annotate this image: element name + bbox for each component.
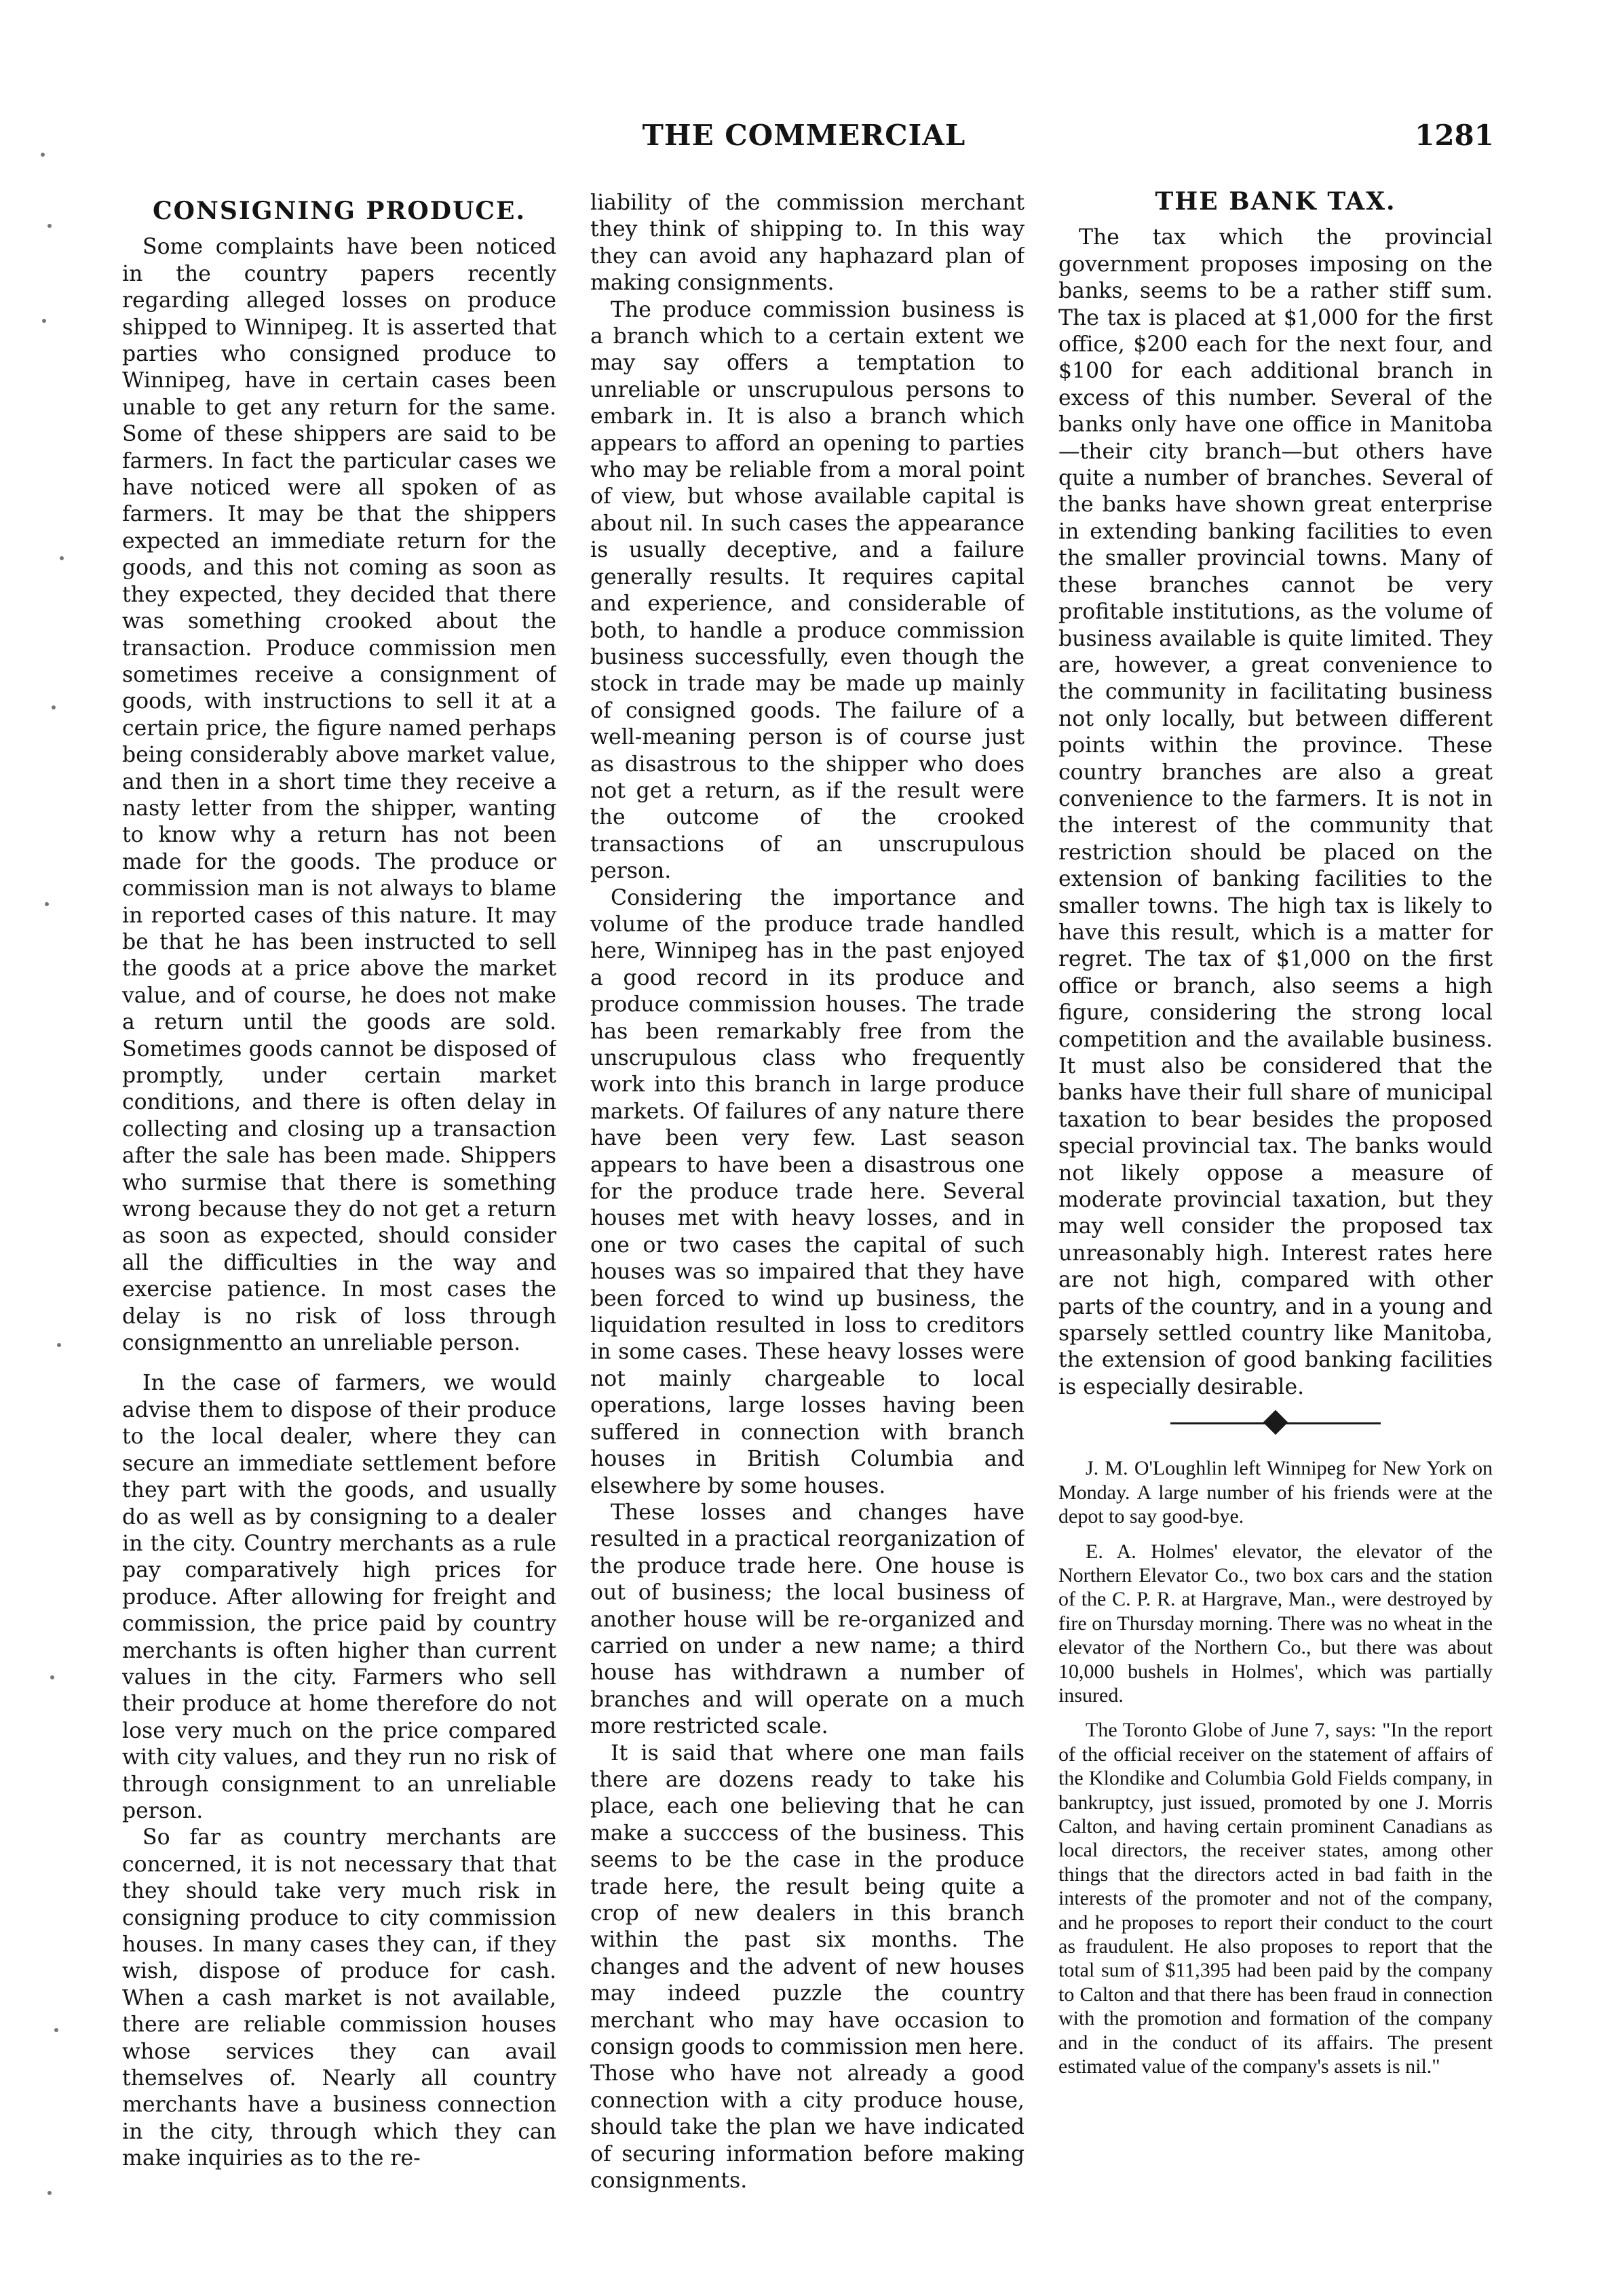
column-1	[122, 190, 556, 2279]
article-paragraph: The tax which the provincial government proposes imposing on the banks, seems to be a rather stiff sum. The tax is placed at $1,000 for the first office, $200 each for the next four, and $100 for each additional branch in excess of this number. Several of the banks only have one office in Manitoba—their city branch—but others have quite a number of branches. Several of the banks have shown great enterprise in extending banking facilities to even the smaller provincial towns. Many of these branches cannot be very profitable institutions, as the volume of business available is quite limited. They are, however, a great convenience to the community in facilitating business not only locally, but between different points within the province. These country branches are also a great convenience to the farmers. It is not in the interest of the community that restriction should be placed on the extension of banking facilities to the smaller towns. The high tax is likely to have this result, which is a matter for regret. The tax of $1,000 on the first office or branch, also seems a high figure, considering the strong local competition and the available business. It must also be considered that the banks have their full share of municipal taxation to bear besides the proposed special provincial tax. The banks would not likely oppose a measure of moderate provincial taxation, but they may well consider the proposed tax unreasonably high. Interest rates here are not high, compared with other parts of the country, and in a young and sparsely settled country like Manitoba, the extension of good banking facilities is especially desirable.	[1058, 225, 1493, 1399]
article-paragraph: Considering the importance and volume of the produce trade handled here, Winnipeg has in the past enjoyed a good record in its produce and produce commission houses. The trade has been remarkably free from the unscrupulous class who frequently work into this branch in large produce markets. Of failures of any nature there have been very few. Last season appears to have been a disastrous one for the produce trade here. Several houses met with heavy losses, and in one or two cases the capital of such houses was so impaired that they have been forced to wind up business, the liquidation resulted in loss to creditors in some cases. These heavy losses were not mainly chargeable to local operations, large losses having been suffered in connection with branch houses in British Columbia and elsewhere by some houses.	[590, 885, 1025, 1498]
article-paragraph-continued: liability of the commission merchant they think of shipping to. In this way they can avoid any haphazard plan of making consignments.	[590, 191, 1025, 296]
news-item: The Toronto Globe of June 7, says: "In the report of the official receiver on the statement of affairs of the Klondike and Columbia Gold Fields company, in bankruptcy, just issued, promoted by one J. Morris Calton, and having certain prominent Canadians as local directors, the receiver states, among other things that the directors acted in bad faith in the interests of the promoter and not of the company, and he proposes to report their conduct to the court as fraudulent. He also proposes to report that the total sum of $11,395 had been paid by the company to Calton and that there has been fraud in connection with the promotion and formation of the company and in the conduct of its affairs. The present estimated value of the company's assets is nil."	[1058, 1719, 1493, 2078]
headline-bank-tax: THE BANK TAX.	[1155, 190, 1396, 216]
running-head	[0, 119, 1608, 173]
left-margin-specks	[0, 0, 75, 2296]
article-paragraph: The produce commission business is a branch which to a certain extent we may say offers a temptation to unreliable or unscrupulous persons to embark in. It is also a branch which appears to afford an opening to parties who may be reliable from a moral point of view, but whose available capital is about nil. In such cases the appearance is usually deceptive, and a failure generally results. It requires capital and experience, and considerable of both, to handle a produce commission business successfully, even though the stock in trade may be made up mainly of consigned goods. The failure of a well-meaning person is of course just as disastrous to the shipper who does not get a return, as if the result were the outcome of the crooked transactions of an unscrupulous person.	[590, 297, 1025, 884]
article-paragraph: It is said that where one man fails there are dozens ready to take his place, each one believing that he can make a succcess of the business. This seems to be the case in the produce trade here, the result being quite a crop of new dealers in this branch within the past six months. The changes and the advent of new houses may indeed puzzle the country merchant who may have occasion to consign goods to commission men here. Those who have not already a good connection with a city produce house, should take the plan we have indicated of securing information before making consignments.	[590, 1740, 1025, 2194]
news-item: E. A. Holmes' elevator, the elevator of the Northern Elevator Co., two box cars and the station of the C. P. R. at Hargrave, Man., were destroyed by fire on Thursday morning. There was no wheat in the elevator of the Northern Co., but there was about 10,000 bushels in Holmes', which was partially insured.	[1058, 1540, 1493, 1707]
page-title: THE COMMERCIAL	[642, 119, 966, 152]
news-item: J. M. O'Loughlin left Winnipeg for New York on Monday. A large number of his friends were at the depot to say good-bye.	[1058, 1457, 1493, 1528]
news-briefs	[1058, 1456, 1493, 2078]
column-3	[1058, 190, 1493, 2279]
headline-consigning-produce: CONSIGNING PRODUCE.	[152, 197, 526, 225]
section-divider	[1058, 1407, 1493, 1439]
article-paragraph: In the case of farmers, we would advise them to dispose of their produce to the local dealer, where they can secure an immediate settlement before they part with the goods, and usually do as well as by consigning to a dealer in the city. Country merchants as a rule pay comparatively high prices for produce. After allowing for freight and commission, the price paid by country merchants is often higher than current values in the city. Farmers who sell their produce at home therefore do not lose very much on the price compared with city values, and they run no risk of through consignment to an unreliable person.	[122, 1371, 556, 1823]
article-paragraph: These losses and changes have resulted in a practical reorganization of the produce trade here. One house is out of business; the local business of another house will be re-organized and carried on under a new name; a third house has withdrawn a number of branches and will operate on a much more restricted scale.	[590, 1500, 1025, 1739]
column-2	[590, 190, 1025, 2279]
page-number: 1281	[1415, 119, 1494, 152]
article-paragraph: Some complaints have been noticed in the country papers recently regarding alleged losses on produce shipped to Winnipeg. It is asserted that parties who consigned produce to Winnipeg, have in certain cases been unable to get any return for the same. Some of these shippers are said to be farmers. In fact the particular cases we have noticed were all spoken of as farmers. It may be that the shippers expected an immediate return for the goods, and this not coming as soon as they expected, they decided that there was something crooked about the transaction. Produce commission men sometimes receive a consignment of goods, with instructions to sell it at a certain price, the figure named perhaps being considerably above market value, and then in a short time they receive a nasty letter from the shipper, wanting to know why a return has not been made for the goods. The produce or commission man is not always to blame in reported cases of this nature. It may be that he has been instructed to sell the goods at a price above the market value, and of course, he does not make a return until the goods are sold. Sometimes goods cannot be disposed of promptly, under certain market conditions, and there is often delay in collecting and closing up a transaction after the sale has been made. Shippers who surmise that there is something wrong because they do not get a return as soon as expected, should consider all the difficulties in the way and exercise patience. In most cases the delay is no risk of loss through consignmentto an unreliable person.	[122, 235, 556, 1356]
diamond-ornament-icon	[1263, 1410, 1288, 1435]
article-paragraph: So far as country merchants are concerned, it is not necessary that that they should take very much risk in consigning produce to city commission houses. In many cases they can, if they wish, dispose of produce for cash. When a cash market is not available, there are reliable commission houses whose services they can avail themselves of. Nearly all country merchants have a business connection in the city, through which they can make inquiries as to the re-	[122, 1825, 556, 2171]
